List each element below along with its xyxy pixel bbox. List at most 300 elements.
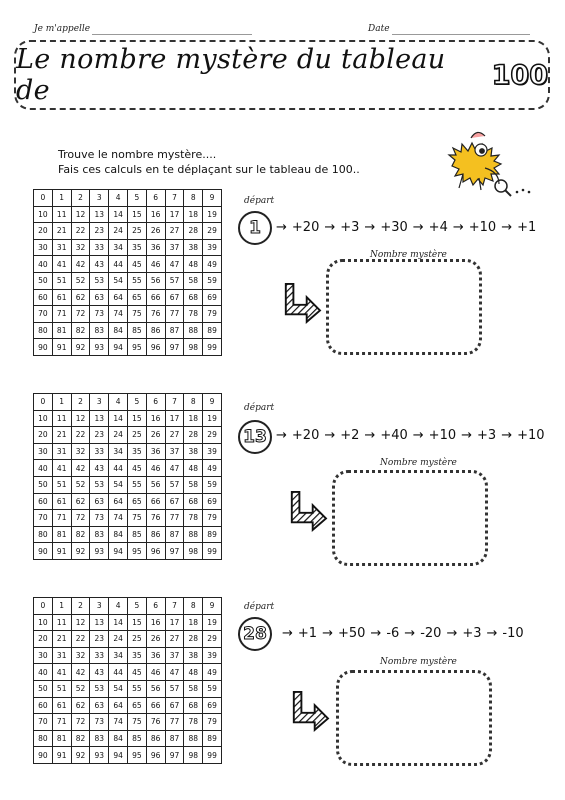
grid-cell[interactable]: 57 [165,680,184,697]
grid-cell[interactable]: 61 [52,697,71,714]
grid-cell[interactable]: 93 [90,747,109,764]
grid-cell[interactable]: 9 [203,394,222,411]
grid-cell[interactable]: 30 [34,443,53,460]
grid-cell[interactable]: 65 [127,697,146,714]
grid-cell[interactable]: 7 [165,394,184,411]
grid-cell[interactable]: 36 [146,647,165,664]
grid-cell[interactable]: 90 [34,543,53,560]
grid-cell[interactable]: 67 [165,493,184,510]
grid-cell[interactable]: 97 [165,339,184,356]
grid-cell[interactable]: 70 [34,306,53,323]
grid-cell[interactable]: 75 [127,510,146,527]
grid-cell[interactable]: 40 [34,460,53,477]
grid-cell[interactable]: 10 [34,614,53,631]
grid-cell[interactable]: 8 [184,190,203,207]
grid-cell[interactable]: 86 [146,730,165,747]
grid-cell[interactable]: 1 [52,394,71,411]
grid-cell[interactable]: 55 [127,680,146,697]
grid-cell[interactable]: 74 [109,306,128,323]
grid-cell[interactable]: 59 [203,476,222,493]
grid-cell[interactable]: 98 [184,339,203,356]
grid-cell[interactable]: 28 [184,223,203,240]
grid-cell[interactable]: 38 [184,647,203,664]
date-line[interactable] [392,34,530,35]
grid-cell[interactable]: 52 [71,680,90,697]
grid-cell[interactable]: 63 [90,493,109,510]
grid-cell[interactable]: 47 [165,460,184,477]
grid-cell[interactable]: 37 [165,647,184,664]
grid-cell[interactable]: 81 [52,730,71,747]
grid-cell[interactable]: 24 [109,427,128,444]
grid-cell[interactable]: 28 [184,631,203,648]
grid-cell[interactable]: 77 [165,306,184,323]
grid-cell[interactable]: 55 [127,476,146,493]
grid-cell[interactable]: 19 [203,614,222,631]
grid-cell[interactable]: 41 [52,664,71,681]
grid-cell[interactable]: 3 [90,598,109,615]
grid-cell[interactable]: 49 [203,664,222,681]
grid-cell[interactable]: 6 [146,598,165,615]
grid-cell[interactable]: 17 [165,206,184,223]
grid-cell[interactable]: 81 [52,526,71,543]
grid-cell[interactable]: 0 [34,190,53,207]
grid-cell[interactable]: 15 [127,614,146,631]
grid-cell[interactable]: 79 [203,714,222,731]
grid-cell[interactable]: 1 [52,598,71,615]
grid-cell[interactable]: 26 [146,631,165,648]
grid-cell[interactable]: 11 [52,410,71,427]
grid-cell[interactable]: 85 [127,322,146,339]
grid-cell[interactable]: 5 [127,190,146,207]
grid-cell[interactable]: 66 [146,493,165,510]
grid-cell[interactable]: 28 [184,427,203,444]
grid-cell[interactable]: 48 [184,460,203,477]
grid-cell[interactable]: 13 [90,410,109,427]
grid-cell[interactable]: 44 [109,460,128,477]
grid-cell[interactable]: 82 [71,526,90,543]
grid-cell[interactable]: 59 [203,680,222,697]
grid-cell[interactable]: 60 [34,697,53,714]
grid-cell[interactable]: 13 [90,614,109,631]
grid-cell[interactable]: 11 [52,206,71,223]
grid-cell[interactable]: 19 [203,410,222,427]
grid-cell[interactable]: 88 [184,526,203,543]
grid-cell[interactable]: 24 [109,223,128,240]
grid-cell[interactable]: 27 [165,631,184,648]
grid-cell[interactable]: 61 [52,289,71,306]
grid-cell[interactable]: 60 [34,289,53,306]
grid-cell[interactable]: 33 [90,647,109,664]
grid-cell[interactable]: 98 [184,543,203,560]
grid-cell[interactable]: 67 [165,289,184,306]
grid-cell[interactable]: 1 [52,190,71,207]
grid-cell[interactable]: 6 [146,190,165,207]
grid-cell[interactable]: 64 [109,697,128,714]
grid-cell[interactable]: 92 [71,747,90,764]
grid-cell[interactable]: 10 [34,206,53,223]
grid-cell[interactable]: 91 [52,543,71,560]
grid-cell[interactable]: 39 [203,647,222,664]
grid-cell[interactable]: 59 [203,272,222,289]
grid-cell[interactable]: 50 [34,476,53,493]
grid-cell[interactable]: 4 [109,598,128,615]
grid-cell[interactable]: 61 [52,493,71,510]
grid-cell[interactable]: 56 [146,476,165,493]
grid-cell[interactable]: 68 [184,697,203,714]
grid-cell[interactable]: 45 [127,460,146,477]
grid-cell[interactable]: 53 [90,680,109,697]
grid-cell[interactable]: 46 [146,256,165,273]
grid-cell[interactable]: 52 [71,272,90,289]
grid-cell[interactable]: 31 [52,239,71,256]
grid-cell[interactable]: 32 [71,239,90,256]
grid-cell[interactable]: 74 [109,714,128,731]
grid-cell[interactable]: 60 [34,493,53,510]
grid-cell[interactable]: 29 [203,631,222,648]
grid-cell[interactable]: 3 [90,394,109,411]
grid-cell[interactable]: 95 [127,747,146,764]
grid-cell[interactable]: 4 [109,394,128,411]
grid-cell[interactable]: 87 [165,730,184,747]
grid-cell[interactable]: 94 [109,339,128,356]
grid-cell[interactable]: 35 [127,647,146,664]
grid-cell[interactable]: 73 [90,714,109,731]
grid-cell[interactable]: 95 [127,543,146,560]
grid-cell[interactable]: 54 [109,272,128,289]
grid-cell[interactable]: 90 [34,747,53,764]
grid-cell[interactable]: 58 [184,680,203,697]
grid-cell[interactable]: 66 [146,697,165,714]
grid-cell[interactable]: 15 [127,206,146,223]
grid-cell[interactable]: 65 [127,289,146,306]
grid-cell[interactable]: 80 [34,730,53,747]
grid-cell[interactable]: 41 [52,460,71,477]
grid-cell[interactable]: 45 [127,664,146,681]
grid-cell[interactable]: 58 [184,272,203,289]
grid-cell[interactable]: 82 [71,730,90,747]
grid-cell[interactable]: 82 [71,322,90,339]
grid-cell[interactable]: 26 [146,223,165,240]
grid-cell[interactable]: 14 [109,614,128,631]
grid-cell[interactable]: 87 [165,526,184,543]
grid-cell[interactable]: 95 [127,339,146,356]
grid-cell[interactable]: 76 [146,306,165,323]
grid-cell[interactable]: 57 [165,272,184,289]
grid-cell[interactable]: 6 [146,394,165,411]
grid-cell[interactable]: 40 [34,256,53,273]
grid-cell[interactable]: 67 [165,697,184,714]
grid-cell[interactable]: 16 [146,206,165,223]
grid-cell[interactable]: 2 [71,598,90,615]
grid-cell[interactable]: 45 [127,256,146,273]
answer-box[interactable] [326,259,482,355]
grid-cell[interactable]: 65 [127,493,146,510]
grid-cell[interactable]: 70 [34,714,53,731]
grid-cell[interactable]: 42 [71,460,90,477]
grid-cell[interactable]: 15 [127,410,146,427]
grid-cell[interactable]: 43 [90,256,109,273]
grid-cell[interactable]: 22 [71,427,90,444]
grid-cell[interactable]: 37 [165,443,184,460]
grid-cell[interactable]: 77 [165,510,184,527]
grid-cell[interactable]: 29 [203,427,222,444]
grid-cell[interactable]: 20 [34,631,53,648]
grid-cell[interactable]: 78 [184,510,203,527]
grid-cell[interactable]: 94 [109,543,128,560]
grid-cell[interactable]: 75 [127,306,146,323]
grid-cell[interactable]: 85 [127,526,146,543]
grid-cell[interactable]: 5 [127,394,146,411]
grid-cell[interactable]: 96 [146,543,165,560]
grid-cell[interactable]: 48 [184,256,203,273]
grid-cell[interactable]: 80 [34,526,53,543]
grid-cell[interactable]: 29 [203,223,222,240]
grid-cell[interactable]: 69 [203,289,222,306]
grid-cell[interactable]: 62 [71,493,90,510]
grid-cell[interactable]: 22 [71,223,90,240]
grid-cell[interactable]: 51 [52,680,71,697]
grid-cell[interactable]: 86 [146,322,165,339]
grid-cell[interactable]: 71 [52,510,71,527]
grid-cell[interactable]: 22 [71,631,90,648]
grid-cell[interactable]: 88 [184,322,203,339]
grid-cell[interactable]: 79 [203,306,222,323]
grid-cell[interactable]: 83 [90,730,109,747]
grid-cell[interactable]: 51 [52,272,71,289]
grid-cell[interactable]: 87 [165,322,184,339]
grid-cell[interactable]: 8 [184,598,203,615]
grid-cell[interactable]: 38 [184,443,203,460]
grid-cell[interactable]: 32 [71,443,90,460]
grid-cell[interactable]: 4 [109,190,128,207]
grid-cell[interactable]: 56 [146,680,165,697]
grid-cell[interactable]: 0 [34,598,53,615]
grid-cell[interactable]: 33 [90,239,109,256]
grid-cell[interactable]: 49 [203,256,222,273]
grid-cell[interactable]: 7 [165,190,184,207]
grid-cell[interactable]: 34 [109,647,128,664]
grid-cell[interactable]: 62 [71,697,90,714]
grid-cell[interactable]: 52 [71,476,90,493]
grid-cell[interactable]: 48 [184,664,203,681]
grid-cell[interactable]: 75 [127,714,146,731]
grid-cell[interactable]: 12 [71,614,90,631]
grid-cell[interactable]: 92 [71,543,90,560]
grid-cell[interactable]: 71 [52,714,71,731]
grid-cell[interactable]: 41 [52,256,71,273]
name-line[interactable] [92,34,252,35]
grid-cell[interactable]: 34 [109,443,128,460]
grid-cell[interactable]: 56 [146,272,165,289]
grid-cell[interactable]: 73 [90,306,109,323]
grid-cell[interactable]: 80 [34,322,53,339]
grid-cell[interactable]: 27 [165,427,184,444]
grid-cell[interactable]: 16 [146,410,165,427]
grid-cell[interactable]: 86 [146,526,165,543]
grid-cell[interactable]: 9 [203,598,222,615]
grid-cell[interactable]: 5 [127,598,146,615]
grid-cell[interactable]: 90 [34,339,53,356]
grid-cell[interactable]: 8 [184,394,203,411]
grid-cell[interactable]: 20 [34,223,53,240]
grid-cell[interactable]: 76 [146,510,165,527]
grid-cell[interactable]: 43 [90,460,109,477]
grid-cell[interactable]: 47 [165,664,184,681]
grid-cell[interactable]: 73 [90,510,109,527]
grid-cell[interactable]: 88 [184,730,203,747]
grid-cell[interactable]: 37 [165,239,184,256]
grid-cell[interactable]: 10 [34,410,53,427]
grid-cell[interactable]: 84 [109,526,128,543]
grid-cell[interactable]: 36 [146,443,165,460]
grid-cell[interactable]: 84 [109,322,128,339]
grid-cell[interactable]: 46 [146,664,165,681]
grid-cell[interactable]: 38 [184,239,203,256]
grid-cell[interactable]: 42 [71,664,90,681]
grid-cell[interactable]: 12 [71,410,90,427]
grid-cell[interactable]: 18 [184,410,203,427]
answer-box[interactable] [336,670,492,766]
grid-cell[interactable]: 63 [90,697,109,714]
grid-cell[interactable]: 99 [203,747,222,764]
grid-cell[interactable]: 30 [34,239,53,256]
grid-cell[interactable]: 7 [165,598,184,615]
grid-cell[interactable]: 76 [146,714,165,731]
grid-cell[interactable]: 69 [203,697,222,714]
grid-cell[interactable]: 23 [90,223,109,240]
grid-cell[interactable]: 77 [165,714,184,731]
grid-cell[interactable]: 32 [71,647,90,664]
grid-cell[interactable]: 35 [127,239,146,256]
grid-cell[interactable]: 23 [90,631,109,648]
grid-cell[interactable]: 89 [203,730,222,747]
grid-cell[interactable]: 58 [184,476,203,493]
grid-cell[interactable]: 50 [34,680,53,697]
grid-cell[interactable]: 25 [127,427,146,444]
grid-cell[interactable]: 44 [109,664,128,681]
grid-cell[interactable]: 54 [109,680,128,697]
grid-cell[interactable]: 72 [71,306,90,323]
grid-cell[interactable]: 25 [127,631,146,648]
grid-cell[interactable]: 20 [34,427,53,444]
grid-cell[interactable]: 33 [90,443,109,460]
grid-cell[interactable]: 21 [52,427,71,444]
grid-cell[interactable]: 78 [184,306,203,323]
grid-cell[interactable]: 68 [184,493,203,510]
grid-cell[interactable]: 99 [203,339,222,356]
grid-cell[interactable]: 36 [146,239,165,256]
grid-cell[interactable]: 17 [165,410,184,427]
grid-cell[interactable]: 53 [90,272,109,289]
grid-cell[interactable]: 70 [34,510,53,527]
grid-cell[interactable]: 9 [203,190,222,207]
grid-cell[interactable]: 16 [146,614,165,631]
grid-cell[interactable]: 62 [71,289,90,306]
grid-cell[interactable]: 81 [52,322,71,339]
grid-cell[interactable]: 3 [90,190,109,207]
grid-cell[interactable]: 39 [203,239,222,256]
grid-cell[interactable]: 91 [52,339,71,356]
grid-cell[interactable]: 69 [203,493,222,510]
grid-cell[interactable]: 83 [90,526,109,543]
grid-cell[interactable]: 2 [71,190,90,207]
grid-cell[interactable]: 79 [203,510,222,527]
grid-cell[interactable]: 18 [184,206,203,223]
grid-cell[interactable]: 97 [165,543,184,560]
grid-cell[interactable]: 2 [71,394,90,411]
grid-cell[interactable]: 21 [52,631,71,648]
grid-cell[interactable]: 54 [109,476,128,493]
grid-cell[interactable]: 51 [52,476,71,493]
grid-cell[interactable]: 71 [52,306,71,323]
grid-cell[interactable]: 98 [184,747,203,764]
grid-cell[interactable]: 21 [52,223,71,240]
grid-cell[interactable]: 49 [203,460,222,477]
grid-cell[interactable]: 66 [146,289,165,306]
grid-cell[interactable]: 39 [203,443,222,460]
grid-cell[interactable]: 99 [203,543,222,560]
grid-cell[interactable]: 18 [184,614,203,631]
grid-cell[interactable]: 96 [146,747,165,764]
answer-box[interactable] [332,470,488,566]
grid-cell[interactable]: 72 [71,714,90,731]
grid-cell[interactable]: 89 [203,526,222,543]
grid-cell[interactable]: 68 [184,289,203,306]
grid-cell[interactable]: 89 [203,322,222,339]
grid-cell[interactable]: 78 [184,714,203,731]
grid-cell[interactable]: 63 [90,289,109,306]
grid-cell[interactable]: 11 [52,614,71,631]
grid-cell[interactable]: 35 [127,443,146,460]
grid-cell[interactable]: 44 [109,256,128,273]
grid-cell[interactable]: 24 [109,631,128,648]
grid-cell[interactable]: 91 [52,747,71,764]
grid-cell[interactable]: 12 [71,206,90,223]
grid-cell[interactable]: 19 [203,206,222,223]
grid-cell[interactable]: 94 [109,747,128,764]
grid-cell[interactable]: 25 [127,223,146,240]
grid-cell[interactable]: 72 [71,510,90,527]
grid-cell[interactable]: 83 [90,322,109,339]
grid-cell[interactable]: 97 [165,747,184,764]
grid-cell[interactable]: 96 [146,339,165,356]
grid-cell[interactable]: 31 [52,647,71,664]
grid-cell[interactable]: 93 [90,543,109,560]
grid-cell[interactable]: 53 [90,476,109,493]
grid-cell[interactable]: 74 [109,510,128,527]
grid-cell[interactable]: 26 [146,427,165,444]
grid-cell[interactable]: 42 [71,256,90,273]
grid-cell[interactable]: 17 [165,614,184,631]
grid-cell[interactable]: 92 [71,339,90,356]
grid-cell[interactable]: 31 [52,443,71,460]
grid-cell[interactable]: 14 [109,410,128,427]
grid-cell[interactable]: 30 [34,647,53,664]
grid-cell[interactable]: 47 [165,256,184,273]
grid-cell[interactable]: 43 [90,664,109,681]
grid-cell[interactable]: 64 [109,493,128,510]
grid-cell[interactable]: 84 [109,730,128,747]
grid-cell[interactable]: 13 [90,206,109,223]
grid-cell[interactable]: 23 [90,427,109,444]
grid-cell[interactable]: 34 [109,239,128,256]
grid-cell[interactable]: 93 [90,339,109,356]
grid-cell[interactable]: 64 [109,289,128,306]
grid-cell[interactable]: 46 [146,460,165,477]
grid-cell[interactable]: 57 [165,476,184,493]
grid-cell[interactable]: 27 [165,223,184,240]
grid-cell[interactable]: 55 [127,272,146,289]
